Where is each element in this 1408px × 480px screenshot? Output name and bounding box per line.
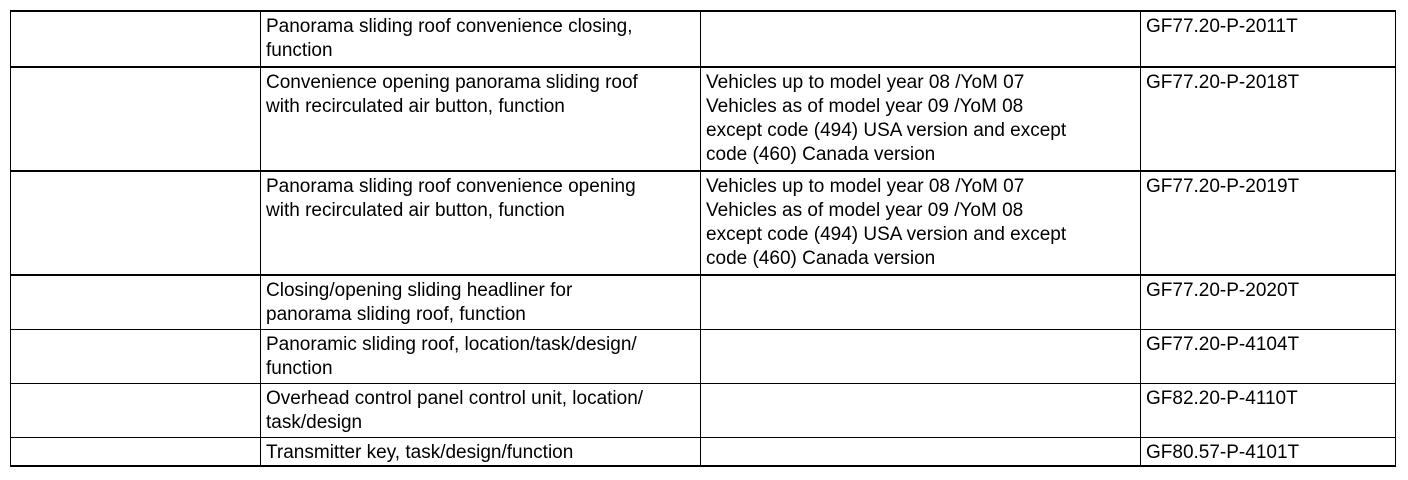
description-cell: Transmitter key, task/design/function bbox=[261, 437, 701, 466]
validity-cell bbox=[701, 437, 1141, 466]
document-code-cell: GF77.20-P-2018T bbox=[1141, 67, 1396, 171]
document-code-cell: GF77.20-P-2011T bbox=[1141, 11, 1396, 67]
empty-cell bbox=[11, 329, 261, 383]
empty-cell bbox=[11, 11, 261, 67]
empty-cell bbox=[11, 437, 261, 466]
validity-cell bbox=[701, 329, 1141, 383]
table-row bbox=[11, 171, 1396, 275]
description-cell: Overhead control panel control unit, location/ task/design bbox=[261, 383, 701, 437]
document-code-cell: GF77.20-P-4104T bbox=[1141, 329, 1396, 383]
validity-cell bbox=[701, 11, 1141, 67]
document-code-cell: GF77.20-P-2019T bbox=[1141, 171, 1396, 275]
empty-cell bbox=[11, 171, 261, 275]
document-reference-table bbox=[10, 10, 1396, 467]
validity-cell bbox=[701, 383, 1141, 437]
table-row bbox=[11, 437, 1396, 466]
description-cell: Panorama sliding roof convenience opening with recirculated air button, function bbox=[261, 171, 701, 275]
description-cell: Convenience opening panorama sliding roof with recirculated air button, function bbox=[261, 67, 701, 171]
validity-cell: Vehicles up to model year 08 /YoM 07 Vehicles as of model year 09 /YoM 08 except code (494) USA version and except code (460) Canada version bbox=[701, 171, 1141, 275]
description-cell: Closing/opening sliding headliner for panorama sliding roof, function bbox=[261, 275, 701, 329]
table-row bbox=[11, 275, 1396, 329]
description-cell: Panoramic sliding roof, location/task/design/ function bbox=[261, 329, 701, 383]
empty-cell bbox=[11, 67, 261, 171]
empty-cell bbox=[11, 383, 261, 437]
empty-cell bbox=[11, 275, 261, 329]
validity-cell: Vehicles up to model year 08 /YoM 07 Vehicles as of model year 09 /YoM 08 except code (494) USA version and except code (460) Canada version bbox=[701, 67, 1141, 171]
document-code-cell: GF77.20-P-2020T bbox=[1141, 275, 1396, 329]
description-cell: Panorama sliding roof convenience closing, function bbox=[261, 11, 701, 67]
table-row bbox=[11, 329, 1396, 383]
table-row bbox=[11, 11, 1396, 67]
table-row bbox=[11, 383, 1396, 437]
document-code-cell: GF82.20-P-4110T bbox=[1141, 383, 1396, 437]
document-code-cell: GF80.57-P-4101T bbox=[1141, 437, 1396, 466]
validity-cell bbox=[701, 275, 1141, 329]
table-row bbox=[11, 67, 1396, 171]
